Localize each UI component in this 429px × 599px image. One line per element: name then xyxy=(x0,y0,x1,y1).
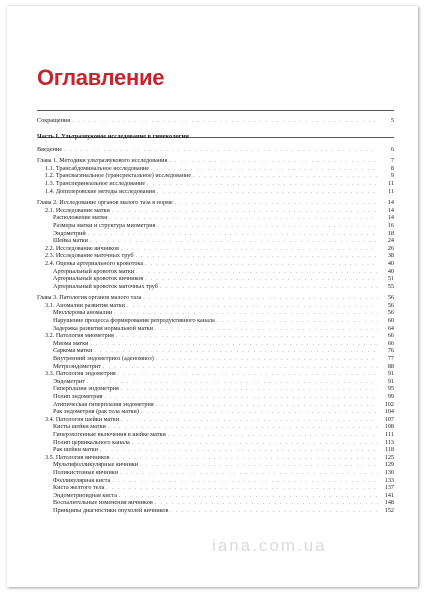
toc-entry[interactable] xyxy=(37,423,394,431)
toc-entry[interactable] xyxy=(37,317,394,325)
toc-entry[interactable] xyxy=(37,469,394,477)
toc-entry-page: 56 xyxy=(387,309,394,317)
toc-entry[interactable] xyxy=(37,260,394,268)
toc-entry-page: 118 xyxy=(384,446,394,454)
toc-entry-page: 130 xyxy=(384,468,394,476)
table-of-contents xyxy=(37,117,394,515)
toc-entry-page: 113 xyxy=(384,438,394,446)
toc-entry-page: 60 xyxy=(387,317,394,325)
toc-entry-text: 1.4. Допплеровские методы исследования xyxy=(45,187,155,195)
toc-entry[interactable] xyxy=(37,117,394,125)
toc-entry-text: Размеры матки и структура миометрия xyxy=(53,221,156,229)
toc-entry-page: 125 xyxy=(384,453,394,461)
toc-entry-text: Поликистозные яичники xyxy=(53,468,119,476)
toc-entry-page: 137 xyxy=(384,484,394,492)
leader-dots xyxy=(116,333,378,341)
toc-entry[interactable] xyxy=(37,401,394,409)
toc-entry-page: 129 xyxy=(384,461,394,469)
leader-dots xyxy=(155,326,378,334)
toc-entry[interactable] xyxy=(37,309,394,317)
toc-entry-text: 3.3. Патология эндометрия xyxy=(45,370,116,378)
leader-dots xyxy=(147,181,378,189)
toc-entry-page: 152 xyxy=(384,506,394,514)
leader-dots xyxy=(169,158,378,166)
toc-chapter-1 xyxy=(37,157,394,195)
leader-dots xyxy=(168,432,378,440)
toc-entry-text: Нарушение процесса формирования репродуктивного канала xyxy=(53,317,215,325)
toc-entry-page: 91 xyxy=(387,377,394,385)
toc-entry-text: Внутренний эндометриоз (аденомиоз) xyxy=(53,355,154,363)
toc-entry-text: Введение xyxy=(37,145,62,153)
toc-entry[interactable] xyxy=(37,268,394,276)
toc-entry-page: 108 xyxy=(384,423,394,431)
leader-dots xyxy=(157,223,378,231)
toc-entry[interactable] xyxy=(37,477,394,485)
toc-entry-text: Гиперэхогенные включения в шейке матки xyxy=(53,430,166,438)
toc-entry[interactable] xyxy=(37,146,394,154)
toc-front-section xyxy=(37,117,394,125)
leader-dots xyxy=(121,417,378,425)
leader-dots xyxy=(121,246,378,254)
toc-entry-text: Эндометриоидная киста xyxy=(53,491,117,499)
toc-entry-page: 16 xyxy=(387,221,394,229)
leader-dots xyxy=(140,462,378,470)
toc-entry[interactable] xyxy=(37,157,394,165)
leader-dots xyxy=(155,500,378,508)
toc-entry-text: 3.2. Патология миометрия xyxy=(45,332,114,340)
toc-entry-text: 2.4. Оценка артериального кровотока xyxy=(45,259,144,267)
toc-entry[interactable] xyxy=(37,431,394,439)
leader-dots xyxy=(88,231,378,239)
toc-entry-page: 88 xyxy=(387,362,394,370)
toc-entry-page: 38 xyxy=(387,252,394,260)
toc-entry-text: Эндометрит xyxy=(53,377,86,385)
toc-entry-page: 76 xyxy=(387,347,394,355)
toc-entry-text: 3.5. Патология яичников xyxy=(45,453,110,461)
toc-entry-text: Фолликулярная киста xyxy=(53,476,111,484)
toc-entry-page: 51 xyxy=(387,275,394,283)
toc-entry[interactable] xyxy=(37,275,394,283)
leader-dots xyxy=(145,276,378,284)
toc-entry-page: 133 xyxy=(384,476,394,484)
leader-dots xyxy=(132,440,378,448)
toc-entry-page: 40 xyxy=(387,267,394,275)
leader-dots xyxy=(106,485,378,493)
leader-dots xyxy=(160,284,378,292)
toc-entry-text: Принципы диагностики опухолей яичников xyxy=(53,506,169,514)
toc-entry[interactable] xyxy=(37,294,394,302)
leader-dots xyxy=(112,455,378,463)
leader-dots xyxy=(100,447,378,455)
leader-dots xyxy=(175,200,378,208)
toc-entry-page: 14 xyxy=(387,214,394,222)
toc-entry-text: Шейка матки xyxy=(53,237,88,245)
toc-entry-text: Атипическая гиперплазия эндометрия xyxy=(53,400,154,408)
toc-entry-text: Сокращения xyxy=(37,117,71,124)
leader-dots xyxy=(156,402,378,410)
toc-entry[interactable] xyxy=(37,363,394,371)
leader-dots xyxy=(157,189,378,197)
toc-entry-text: 3.4. Патология шейки матки xyxy=(45,415,120,423)
leader-dots xyxy=(87,379,378,387)
toc-entry-text: Расположение матки xyxy=(53,214,108,222)
toc-entry-text: Полип цервикального канала xyxy=(53,438,130,446)
toc-chapter-2 xyxy=(37,199,394,290)
leader-dots xyxy=(103,364,378,372)
toc-entry-text: Рак шейки матки xyxy=(53,446,98,454)
toc-entry-text: Артериальный кровоток матки xyxy=(53,267,135,275)
toc-entry-page: 66 xyxy=(387,332,394,340)
toc-entry-page: 148 xyxy=(384,499,394,507)
toc-entry[interactable] xyxy=(37,222,394,230)
toc-entry[interactable] xyxy=(37,416,394,424)
toc-entry-text: 2.2. Исследование яичников xyxy=(45,244,119,252)
toc-entry-page: 8 xyxy=(390,164,394,172)
toc-entry-page: 95 xyxy=(387,385,394,393)
toc-entry-page: 14 xyxy=(387,199,394,207)
leader-dots xyxy=(112,478,378,486)
toc-entry[interactable] xyxy=(37,180,394,188)
toc-entry[interactable] xyxy=(37,283,394,291)
toc-entry-page: 6 xyxy=(390,145,394,153)
toc-entry[interactable] xyxy=(37,199,394,207)
toc-entry[interactable] xyxy=(37,237,394,245)
toc-entry[interactable] xyxy=(37,325,394,333)
leader-dots xyxy=(90,341,378,349)
toc-entry-page: 77 xyxy=(387,355,394,363)
toc-entry[interactable] xyxy=(37,370,394,378)
toc-entry[interactable] xyxy=(37,408,394,416)
toc-entry-page: 66 xyxy=(387,339,394,347)
toc-entry[interactable] xyxy=(37,165,394,173)
toc-entry-text: Метроэндометрит xyxy=(53,362,101,370)
leader-dots xyxy=(141,409,378,417)
leader-dots xyxy=(121,386,378,394)
toc-entry-page: 99 xyxy=(387,393,394,400)
toc-entry-text: 1.2. Трансвагинальное (трансректальное) исследование xyxy=(45,172,192,180)
toc-entry-page: 26 xyxy=(387,244,394,252)
leader-dots xyxy=(118,371,378,379)
toc-entry[interactable] xyxy=(37,340,394,348)
toc-entry[interactable] xyxy=(37,484,394,492)
toc-entry[interactable] xyxy=(37,378,394,386)
toc-entry-page: 11 xyxy=(388,179,394,187)
toc-entry[interactable] xyxy=(37,172,394,180)
toc-entry-page: 107 xyxy=(384,415,394,423)
leader-dots xyxy=(136,269,378,277)
toc-entry[interactable] xyxy=(37,207,394,215)
toc-entry-page: 91 xyxy=(387,370,394,378)
toc-entry-text: Глава 3. Патология органов малого таза xyxy=(37,294,142,302)
toc-entry-page: 9 xyxy=(390,172,394,180)
leader-dots xyxy=(217,318,378,326)
toc-entry-text: Миома матки xyxy=(53,339,89,347)
watermark: iana.com.ua xyxy=(212,536,327,555)
toc-entry-page: 56 xyxy=(387,294,394,302)
toc-entry-text: Артериальный кровоток яичников xyxy=(53,275,144,283)
toc-entry[interactable] xyxy=(37,252,394,260)
toc-entry-text: Мюллеровы аномалии xyxy=(53,309,113,317)
toc-entry-page: 24 xyxy=(387,237,394,245)
leader-dots xyxy=(145,261,378,269)
toc-entry-text: Глава 2. Исследование органов малого таза в норме xyxy=(37,199,173,207)
leader-dots xyxy=(193,173,378,181)
toc-entry[interactable] xyxy=(37,446,394,454)
toc-entry[interactable] xyxy=(37,188,394,196)
leader-dots xyxy=(127,303,378,311)
leader-dots xyxy=(170,508,378,516)
toc-entry-page: 40 xyxy=(387,259,394,267)
toc-entry[interactable] xyxy=(37,245,394,253)
page-title: Оглавление xyxy=(37,65,165,90)
toc-entry[interactable] xyxy=(37,499,394,507)
leader-dots xyxy=(119,493,378,501)
toc-entry[interactable] xyxy=(37,214,394,222)
toc-entry[interactable] xyxy=(37,454,394,462)
toc-entry-text: Киста желтого тела xyxy=(53,484,105,492)
toc-entry-page: 18 xyxy=(387,229,394,237)
toc-entry-text: Артериальный кровоток маточных труб xyxy=(53,282,158,290)
toc-entry-text: 2.1. Исследование матки xyxy=(45,206,110,214)
toc-entry-page: 64 xyxy=(387,324,394,332)
leader-dots xyxy=(120,470,378,478)
toc-entry-page: 14 xyxy=(387,206,394,214)
toc-entry-page: 102 xyxy=(384,400,394,408)
toc-entry-page: 111 xyxy=(385,430,394,438)
toc-entry[interactable] xyxy=(37,332,394,340)
toc-entry[interactable] xyxy=(37,461,394,469)
leader-dots xyxy=(64,147,378,155)
leader-dots xyxy=(143,295,378,303)
toc-entry-text: 3.1. Аномалии развития матки xyxy=(45,301,125,309)
toc-entry[interactable] xyxy=(37,230,394,238)
toc-entry[interactable] xyxy=(37,439,394,447)
toc-entry[interactable] xyxy=(37,393,394,401)
toc-entry[interactable] xyxy=(37,385,394,393)
leader-dots xyxy=(112,208,378,216)
toc-entry-text: Кисты шейки матки xyxy=(53,423,106,431)
toc-entry-text: 1.3. Трансперинеальное исследование xyxy=(45,179,146,187)
document-page xyxy=(7,6,418,587)
toc-entry-text: Воспалительные изменения яичников xyxy=(53,499,153,507)
toc-entry-page: 7 xyxy=(390,157,394,165)
toc-entry[interactable] xyxy=(37,302,394,310)
toc-entry-text: Мультифолликулярные яичники xyxy=(53,461,139,469)
toc-entry-text: Глава 1. Методики ультразвукового исследования xyxy=(37,157,168,165)
toc-entry-text: Эндометрий xyxy=(53,229,86,237)
leader-dots xyxy=(72,118,378,126)
part-title: Часть I. Ультразвуковое исследование в гинекологии xyxy=(37,132,189,140)
toc-entry-page: 104 xyxy=(384,408,394,416)
toc-entry[interactable] xyxy=(37,347,394,355)
toc-entry-page: 11 xyxy=(388,187,394,195)
toc-entry-page: 5 xyxy=(390,117,394,124)
toc-entry-text: Гиперплазия эндометрия xyxy=(53,385,119,393)
toc-entry-page: 56 xyxy=(387,301,394,309)
toc-entry-text: 1.1. Трансабдоминальное исследование xyxy=(45,164,149,172)
toc-entry[interactable] xyxy=(37,492,394,500)
toc-entry-page: 141 xyxy=(384,491,394,499)
toc-chapter-3 xyxy=(37,294,394,514)
leader-dots xyxy=(156,356,378,364)
toc-entry-text: Полип эндометрия xyxy=(53,393,103,400)
toc-entry-text: 2.3. Исследование маточных труб xyxy=(45,252,134,260)
leader-dots xyxy=(135,253,378,261)
toc-entry-text: Рак эндометрия (рак тела матки) xyxy=(53,408,139,416)
leader-dots xyxy=(90,238,378,246)
top-rule xyxy=(37,110,394,111)
toc-entry-text: Задержка развития нормальной матки xyxy=(53,324,153,332)
toc-entry[interactable] xyxy=(37,507,394,515)
toc-entry-text: Саркома матки xyxy=(53,347,93,355)
toc-entry[interactable] xyxy=(37,355,394,363)
toc-entry-page: 55 xyxy=(387,282,394,290)
